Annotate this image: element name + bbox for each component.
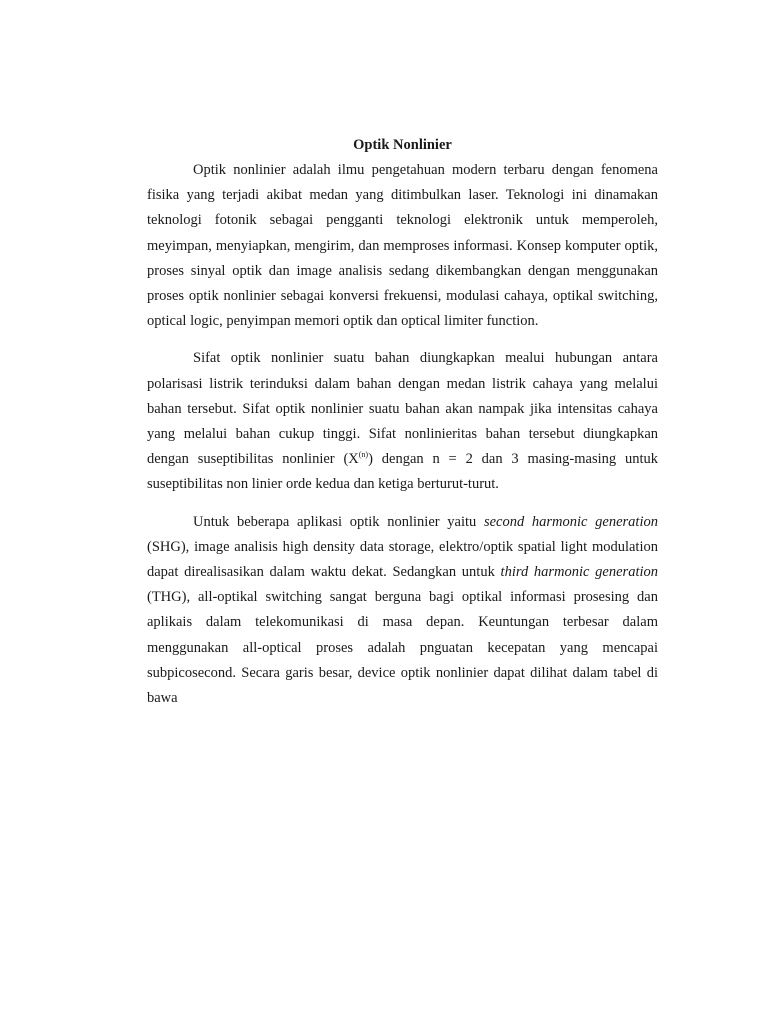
paragraph-3	[147, 510, 658, 712]
document-body	[147, 133, 658, 723]
paragraph-2-text-b: ) dengan n = 2 dan 3 masing-masing untuk suseptibilitas non linier orde kedua dan ketiga berturut-turut.	[147, 451, 658, 493]
paragraph-3-text-a: Untuk beberapa aplikasi optik nonlinier yaitu	[193, 513, 484, 530]
italic-term-thg: third harmonic generation	[500, 564, 659, 581]
paragraph-3-text-b: (SHG), image analisis high density data storage, elektro/optik spatial light modulation dapat direalisasikan dalam waktu dekat. Sedangkan untuk	[147, 538, 658, 581]
document-title: Optik Nonlinier	[353, 137, 452, 153]
paragraph-1: Optik nonlinier adalah ilmu pengetahuan modern terbaru dengan fenomena fisika yang terjadi akibat medan yang ditimbulkan laser. Teknologi ini dinamakan teknologi fotonik sebagai pengganti teknologi elektronik untuk memperoleh, meyimpan, menyiapkan, mengirim, dan memproses informasi. Konsep komputer optik, proses sinyal optik dan image analisis sedang dikembangkan dengan menggunakan proses optik nonlinier sebagai konversi frekuensi, modulasi cahaya, optikal switching, optical logic, penyimpan memori optik dan optical limiter function.	[147, 162, 658, 330]
paragraph-2-text-a: Sifat optik nonlinier suatu bahan diungkapkan mealui hubungan antara polarisasi listrik terinduksi dalam bahan dengan medan listrik cahaya yang melalui bahan tersebut. Sifat optik nonlinier suatu bahan akan nampak jika intensitas cahaya yang melalui bahan cukup tinggi. Sifat nonlinieritas bahan tersebut diungkapkan dengan suseptibilitas nonlinier (X	[147, 350, 658, 468]
italic-term-shg: second harmonic generation	[483, 513, 658, 530]
superscript-n: (n)	[358, 450, 369, 460]
paragraph-3-text-c: (THG), all-optikal switching sangat berguna bagi optikal informasi prosesing dan aplikais dalam telekomunikasi di masa depan. Keuntungan terbesar dalam menggunakan all-optical proses adalah pnguatan kecepatan yang mencapai subpicosecond. Secara garis besar, device optik nonlinier dapat dilihat dalam tabel di bawa	[147, 589, 658, 707]
paragraph-2	[147, 346, 658, 497]
